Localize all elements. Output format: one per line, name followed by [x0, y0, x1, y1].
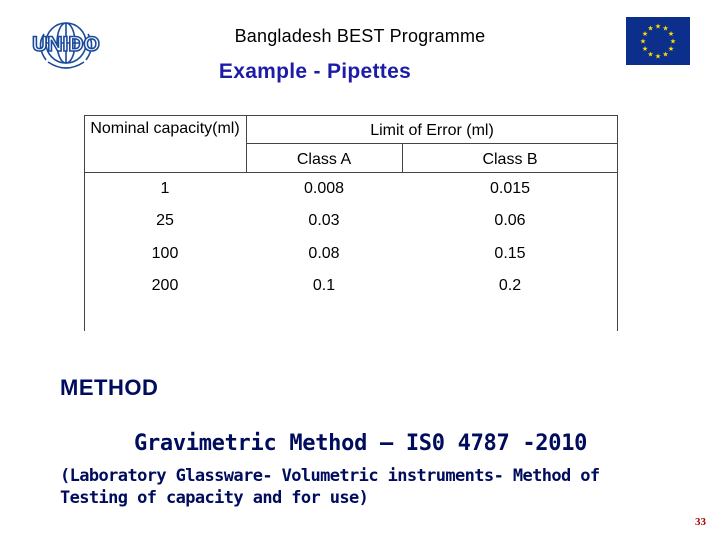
eu-star-icon: ★	[654, 23, 662, 31]
eu-star-icon: ★	[662, 51, 669, 59]
eu-star-icon: ★	[669, 38, 677, 46]
method-description	[60, 465, 700, 509]
cell-capacity: 100	[151, 245, 179, 262]
eu-star-icon: ★	[662, 25, 669, 33]
cell-class-b: 0.015	[489, 180, 531, 197]
eu-star-icon: ★	[654, 53, 662, 61]
method-description-line1: (Laboratory Glassware- Volumetric instruments- Method of	[60, 466, 600, 486]
eu-star-icon: ★	[647, 25, 654, 33]
method-heading: METHOD	[60, 375, 159, 400]
eu-star-icon: ★	[641, 31, 649, 38]
eu-star-icon: ★	[639, 38, 647, 46]
unido-logo-text: UNIDO	[32, 33, 100, 56]
cell-class-a: 0.008	[303, 180, 345, 197]
page-number: 33	[695, 516, 706, 528]
table-group-divider	[246, 143, 618, 144]
header-class-b: Class B	[482, 151, 538, 168]
eu-star-icon: ★	[641, 46, 649, 53]
method-description-line2: Testing of capacity and for use)	[60, 488, 369, 508]
method-name: Gravimetric Method – IS0 4787 -2010	[134, 431, 588, 456]
table-header-divider	[84, 172, 618, 173]
cell-class-b: 0.2	[498, 277, 522, 294]
header-title: Bangladesh BEST Programme	[234, 26, 486, 46]
pipette-error-table	[84, 115, 618, 331]
cell-class-b: 0.15	[494, 245, 526, 262]
table-border-top	[84, 115, 618, 116]
header-nominal-capacity: Nominal capacity(ml)	[90, 120, 240, 137]
eu-star-icon: ★	[667, 31, 675, 38]
eu-star-icon: ★	[647, 51, 654, 59]
cell-class-b: 0.06	[494, 212, 526, 229]
header-class-a: Class A	[296, 151, 352, 168]
cell-capacity: 200	[151, 277, 179, 294]
eu-star-icon: ★	[667, 46, 675, 53]
cell-capacity: 1	[160, 180, 170, 197]
header-limit-of-error: Limit of Error (ml)	[370, 122, 494, 139]
cell-capacity: 25	[156, 212, 174, 229]
cell-class-a: 0.03	[308, 212, 340, 229]
slide-title: Example - Pipettes	[218, 60, 412, 83]
cell-class-a: 0.1	[312, 277, 336, 294]
cell-class-a: 0.08	[308, 245, 340, 262]
